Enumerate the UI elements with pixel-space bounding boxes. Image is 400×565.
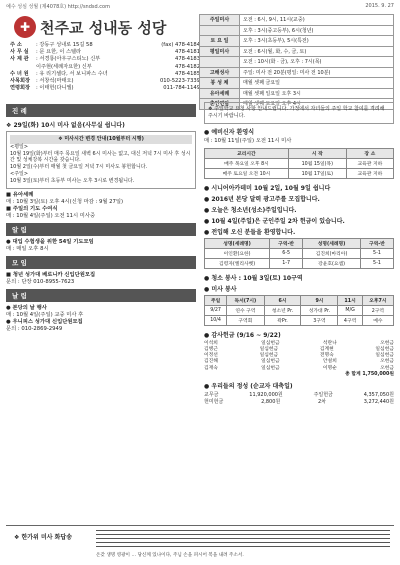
info-key: 사목회장 bbox=[10, 78, 31, 85]
table-row bbox=[205, 315, 394, 325]
schedule-row bbox=[200, 67, 394, 78]
donor-cell: 김병근 bbox=[204, 346, 218, 352]
table-header-row bbox=[205, 295, 394, 305]
table-cell: 교육관 지하 bbox=[346, 158, 393, 168]
list-item: ● 우니피스 성가대 신입단원모집 bbox=[6, 318, 83, 325]
table-cell: 연수 구역 bbox=[227, 305, 264, 315]
table-header: 성명(세례명) bbox=[205, 238, 270, 248]
table-cell: 예수 bbox=[362, 315, 393, 325]
table-header: 11시 bbox=[338, 295, 362, 305]
table-cell: 5-1 bbox=[360, 258, 393, 268]
notice-item: ❖ 29일(화) 10시 미사 없음(사무실 쉽니다) bbox=[6, 122, 125, 129]
table-cell: 매주 목요일 오후 8시 bbox=[205, 158, 289, 168]
donor-cell: 이명순 bbox=[322, 365, 337, 371]
donor-cell: 석란나 bbox=[322, 340, 337, 346]
table-cell: 2구역 bbox=[362, 305, 393, 315]
info-value: 이주현(세례자요한) 신부 bbox=[36, 63, 92, 70]
table-cell: 9/27 bbox=[205, 305, 227, 315]
top-bar bbox=[6, 3, 394, 10]
donor-cell: 오헌금 bbox=[380, 365, 394, 371]
box-title: ❖ 미사시간 변경 안내(10월부터 시행) bbox=[10, 135, 192, 144]
schedule-value: 오후 : 3시(초등부), 5시(특전) bbox=[240, 36, 394, 47]
service-title: ● 미사 봉사 bbox=[204, 285, 237, 293]
table-cell: 10월 17일(토) bbox=[288, 168, 346, 178]
donor-cell: 일심헌금 bbox=[261, 359, 280, 365]
info-phone: 478-4183 bbox=[175, 56, 200, 63]
schedule-key: 평일미사 bbox=[200, 46, 240, 57]
total-cell: 2,800원 bbox=[261, 399, 281, 406]
music-staff bbox=[96, 530, 390, 550]
list-item: 매 : 매일 오후 8시 bbox=[6, 245, 49, 252]
table-header: 성명(세례명) bbox=[303, 238, 361, 248]
table-cell: 구역회 bbox=[227, 315, 264, 325]
contact-info bbox=[10, 42, 200, 92]
list-item: 매 : 10월 3일(토) 오후 4시(신청 마감 : 9월 27일) bbox=[6, 198, 124, 205]
notice-text: ❖ 주일학교 요청 사항 안내드립니다. 가정에서 자녀들의 주일 학교 참여를 격려해 주시기 바랍니다. bbox=[208, 106, 385, 119]
total-cell: 4,357,050원 bbox=[363, 392, 394, 399]
notice-item: ● 전입해 오신 분들을 환영합니다. bbox=[204, 228, 296, 236]
issue-date: 2015. 9. 27 bbox=[365, 3, 394, 9]
section-title: 모 임 bbox=[6, 256, 196, 269]
info-phone: 478-4182 bbox=[175, 63, 200, 70]
table-cell: 5-1 bbox=[360, 248, 393, 258]
schedule-value: 매월 셋째 금요일 bbox=[240, 78, 394, 89]
table-header-row bbox=[205, 148, 394, 158]
schedule-value: 오전 : 6시, 9시, 11시(교중) bbox=[240, 15, 394, 26]
info-key: 수 녀 원 bbox=[10, 70, 29, 77]
info-value: : 이태헌(다니엘) bbox=[36, 85, 74, 92]
table-header: 오후7시 bbox=[362, 295, 393, 305]
info-key: 주 소 bbox=[10, 42, 22, 48]
table-cell: 6-5 bbox=[270, 248, 303, 258]
info-value: : 서경룡(아우구스티노) 신부 bbox=[36, 56, 101, 63]
right-column bbox=[204, 102, 394, 406]
offering-title: ● 감사헌금 (9/16 ~ 9/22) bbox=[204, 331, 281, 339]
footer-hymn bbox=[6, 525, 394, 561]
total-cell: 2차 bbox=[317, 399, 326, 406]
left-column bbox=[6, 102, 196, 336]
donor-cell: 김재숙 bbox=[204, 365, 218, 371]
schedule-key: 고해성사 bbox=[200, 67, 240, 78]
box-line: 10월 3일(토)부터 초등부 미사는 오후 3시로 변경됩니다. bbox=[10, 177, 135, 184]
table-header: 구역-반 bbox=[270, 238, 303, 248]
table-cell: 4구역 bbox=[338, 315, 362, 325]
table-cell: 매주 토요일 오전 10시 bbox=[205, 168, 289, 178]
donor-cell: 일심헌금 bbox=[259, 353, 279, 359]
table-header: 주일 bbox=[205, 295, 227, 305]
schedule-value: 오전 : 10시(화 · 금), 오후 : 7시(목) bbox=[240, 57, 394, 68]
info-row bbox=[10, 64, 200, 71]
schedule-value: 매월 셋째 일요일 오후 3시 bbox=[240, 88, 394, 99]
info-phone: 478-4181 bbox=[175, 49, 200, 56]
hymn-label: ❖ 한가위 미사 화답송 bbox=[14, 534, 73, 541]
schedule-row bbox=[200, 15, 394, 26]
donor-cell: 오헌금 bbox=[380, 359, 394, 365]
section-title: 알 림 bbox=[6, 223, 196, 236]
info-row bbox=[10, 85, 200, 92]
donor-cell: 일심헌금 bbox=[375, 346, 394, 352]
table-row bbox=[205, 158, 394, 168]
info-row bbox=[10, 56, 200, 63]
schedule-key: 봉 성 체 bbox=[200, 78, 240, 89]
list-item: ● 본당의 날 행사 bbox=[6, 304, 47, 311]
notice-item: ● 10월 4일(주일)은 군인주일 2차 헌금이 있습니다. bbox=[204, 217, 345, 225]
notice-box bbox=[204, 102, 394, 124]
info-phone: 011-784-1149 bbox=[163, 85, 200, 92]
schedule-row bbox=[200, 46, 394, 57]
schedule-key: 유아세례 bbox=[200, 88, 240, 99]
table-row bbox=[205, 248, 394, 258]
schedule-key: 주일미사 bbox=[200, 15, 240, 26]
info-key: 연령회장 bbox=[10, 85, 31, 92]
table-header: 6시 bbox=[264, 295, 301, 305]
totals-title: ● 우리들의 정성 (순교자 대축일) bbox=[204, 383, 293, 391]
section-title: 진 례 bbox=[6, 104, 196, 117]
list-item: ■ 청년 성가대 베로니카 신입단원모집 bbox=[6, 271, 96, 278]
table-cell: 강윤호(요셉) bbox=[303, 258, 361, 268]
table-header: 시 작 bbox=[288, 148, 346, 158]
schedule-key: 토 요 일 bbox=[200, 36, 240, 47]
notice-item: ● 오늘은 청소년(성소)주일입니다. bbox=[204, 206, 297, 214]
total-cell: 교무금 bbox=[204, 392, 219, 399]
schedule-value: 매월 셋째 토요일 오후 4시 bbox=[240, 99, 394, 110]
issue-label: 예수 성심 성월 (제4078호) http://sndsd.com bbox=[6, 4, 110, 10]
box-line: 10월 19일(화)부터 매주 목요일 새벽 6시 미사는 없고, 대신 저녁 7시 미사 후 성시간 및 성체강복 시간을 갖습니다. bbox=[10, 150, 191, 164]
table-row bbox=[205, 305, 394, 315]
donor-total: 총 합계 1,750,000원 bbox=[345, 372, 394, 378]
table-row bbox=[205, 258, 394, 268]
box-line: <주일> bbox=[10, 170, 29, 177]
schedule-row bbox=[200, 25, 394, 36]
service-table bbox=[204, 295, 394, 326]
baptism-line: 매 : 10월 11일(주일) 오전 11시 미사 bbox=[204, 137, 292, 144]
welcome-table bbox=[204, 238, 394, 269]
table-cell: M/G bbox=[338, 305, 362, 315]
table-cell: 1-7 bbox=[270, 258, 303, 268]
schedule-key: 혼인면담 bbox=[200, 99, 240, 110]
table-cell: 김령자(엘리사벳) bbox=[205, 258, 270, 268]
donor-cell: 일심헌금 bbox=[375, 353, 394, 359]
baptism-title: ● 예비신자 환영식 bbox=[204, 128, 254, 136]
schedule-row bbox=[200, 57, 394, 68]
parish-name: 천주교 성내동 성당 bbox=[40, 18, 167, 37]
schedule-value: 주일: 미사 전 20분(평일: 미사 전 10분) bbox=[240, 67, 394, 78]
table-cell: 청소년 Pr. bbox=[264, 305, 301, 315]
info-phone: (fax) 478-4184 bbox=[161, 42, 200, 48]
table-header-row bbox=[205, 238, 394, 248]
schedule-row bbox=[200, 36, 394, 47]
schedule-change-box bbox=[6, 131, 196, 189]
donor-cell: 전명숙 bbox=[319, 353, 334, 359]
cleaning-line: ● 청소 봉사 : 10월 3일(토) 10구역 bbox=[204, 274, 303, 282]
info-phone: 478-4185 bbox=[175, 70, 200, 77]
info-key bbox=[10, 64, 36, 71]
notice-item: ● 시니어아카데미 10월 2일, 10월 9일 쉽니다 bbox=[204, 184, 331, 192]
schedule-row bbox=[200, 88, 394, 99]
list-item: 매 : 10월 4일(주일) 교중 미사 후 bbox=[6, 311, 84, 318]
table-cell: 김진희(마리아) bbox=[303, 248, 361, 258]
total-cell: 11,920,000원 bbox=[249, 392, 283, 399]
list-item: ● 대입 수험생을 위한 54일 기도모임 bbox=[6, 238, 94, 245]
list-item: 문의 : 010-2869-2949 bbox=[6, 325, 63, 332]
donor-cell: 일심헌금 bbox=[259, 346, 279, 352]
hymn-lyric: 온갖 생명 영광이 … 당신께 있나이다, 주님 손을 펴시어 복을 내려 주소서. bbox=[96, 553, 244, 558]
table-cell: 10/4 bbox=[205, 315, 227, 325]
table-header: 교리시간 bbox=[205, 148, 289, 158]
table-cell: 이인환(요한) bbox=[205, 248, 270, 258]
table-cell: 3구역 bbox=[301, 315, 338, 325]
donor-cell: 일심헌금 bbox=[261, 340, 280, 346]
schedule-key bbox=[200, 25, 240, 36]
info-value: : 강동구 성내로 15길 58 bbox=[36, 42, 93, 48]
table-cell: 10월 15일(목) bbox=[288, 158, 346, 168]
info-value: : 유 리기셀다, 서 보니파스 수녀 bbox=[36, 70, 108, 77]
schedule-row bbox=[200, 78, 394, 89]
list-item: ■ 유아세례 bbox=[6, 191, 34, 198]
mass-schedule bbox=[199, 14, 394, 110]
info-value: : 서창석(마태오) bbox=[36, 78, 74, 85]
donor-cell: 김진해 bbox=[204, 359, 218, 365]
list-item: 문의 : 단장 010-8955-7623 bbox=[6, 278, 75, 285]
donor-cell: 김계현 bbox=[319, 346, 334, 352]
total-cell: 주일헌금 bbox=[313, 392, 333, 399]
donor-cell: 오헌금 bbox=[380, 340, 394, 346]
notice-item: ● 2016년 본당 달력 광고주를 모집합니다. bbox=[204, 195, 320, 203]
table-cell: 성가대 Pr. bbox=[301, 305, 338, 315]
table-header: 구역-반 bbox=[360, 238, 393, 248]
schedule-value: 오전 : 6시(월, 화, 수, 금, 토) bbox=[240, 46, 394, 57]
total-cell: 헌미헌금 bbox=[204, 399, 224, 406]
info-phone: 010-5223-7339 bbox=[159, 78, 200, 85]
total-cell: 3,272,440원 bbox=[363, 399, 394, 406]
schedule-key bbox=[200, 57, 240, 68]
info-key: 사 제 관 bbox=[10, 56, 29, 63]
table-cell: 곽Pr. bbox=[264, 315, 301, 325]
donor-cell: 이석희 bbox=[204, 340, 218, 346]
info-value: : 문 요한, 이 스텔라 bbox=[36, 49, 82, 56]
donor-cell: 안설희 bbox=[322, 359, 337, 365]
list-item: 매 : 10월 4일(주일) 오전 11시 미사중 bbox=[6, 212, 96, 219]
table-row bbox=[205, 168, 394, 178]
schedule-value: 오후 : 3시(중고등부), 6시(청년) bbox=[240, 25, 394, 36]
box-line: <평일> bbox=[10, 143, 29, 150]
info-row bbox=[10, 71, 200, 78]
list-item: ■ 주일의 기도 수여식 bbox=[6, 205, 58, 212]
section-title: 날 림 bbox=[6, 289, 196, 302]
info-key: 사 무 실 bbox=[10, 49, 29, 56]
cross-icon: ✚ bbox=[14, 16, 36, 38]
header bbox=[6, 12, 394, 108]
table-header: 독서(7시) bbox=[227, 295, 264, 305]
donor-cell: 이정선 bbox=[204, 353, 218, 359]
table-header: 장 소 bbox=[346, 148, 393, 158]
table-header: 9시 bbox=[301, 295, 338, 305]
table-cell: 교육관 지하 bbox=[346, 168, 393, 178]
logo bbox=[14, 16, 166, 38]
donor-cell: 일심헌금 bbox=[261, 365, 280, 371]
baptism-table bbox=[204, 148, 394, 179]
total-row bbox=[204, 399, 394, 406]
box-line: 10월 2일(수)부터 매월 첫 금요일 저녁 7시 미사도 봉헌합니다. bbox=[10, 164, 148, 171]
